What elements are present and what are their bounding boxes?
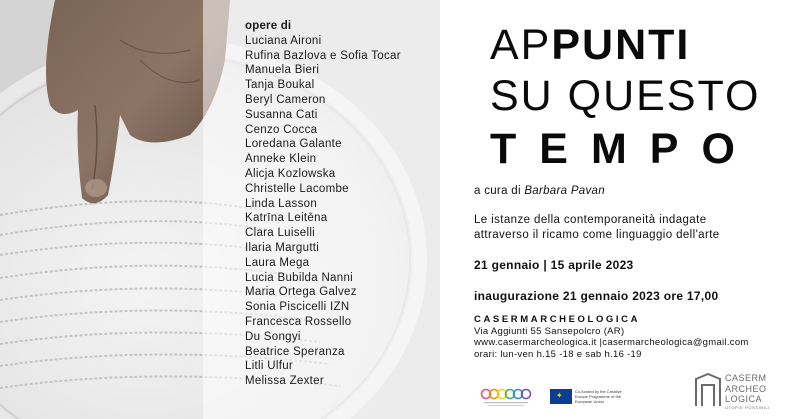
artist-name: Litli Ulfur xyxy=(245,360,294,373)
title-line-1-bold: PUNTI xyxy=(551,21,691,69)
casermarcheologica-wordmark xyxy=(725,373,767,405)
venue-info xyxy=(474,314,749,360)
exhibition-title xyxy=(490,22,760,172)
circles-icon xyxy=(480,386,532,408)
curator-name: Barbara Pavan xyxy=(524,185,605,197)
artists-block xyxy=(245,19,401,389)
title-line-2: SU QUESTO xyxy=(490,72,761,120)
artist-name: Du Songyi xyxy=(245,330,301,343)
eu-flag-icon: ✦ xyxy=(550,389,572,404)
cm-line-3: LOGICA xyxy=(725,394,763,404)
artist-name: Cenzo Cocca xyxy=(245,123,318,136)
artist-name: Lucia Bubilda Nanni xyxy=(245,271,353,284)
artist-name: Alicja Kozlowska xyxy=(245,167,336,180)
artist-name: Katrīna Leitēna xyxy=(245,212,328,225)
artist-name: Tanja Boukal xyxy=(245,79,315,92)
title-line-1 xyxy=(490,22,760,68)
artist-name: Loredana Galante xyxy=(245,138,342,151)
curator-credit xyxy=(474,185,605,197)
venue-hours: orari: lun-ven h.15 -18 e sab h.16 -19 xyxy=(474,348,642,360)
cm-tagline: UTOPIE POSSIBILI xyxy=(725,405,770,410)
artist-name: Maria Ortega Galvez xyxy=(245,286,357,299)
curator-prefix: a cura di xyxy=(474,185,521,197)
cm-line-1: CASERM xyxy=(725,373,767,383)
venue-address: Via Aggiunti 55 Sansepolcro (AR) xyxy=(474,325,625,337)
artist-name: Susanna Cati xyxy=(245,108,318,121)
artists-list xyxy=(245,34,401,389)
venue-contacts[interactable]: www.casermarcheologica.it |casermarcheologica@gmail.com xyxy=(474,337,749,348)
artist-name: Francesca Rossello xyxy=(245,315,352,328)
description-line-1: Le istanze della contemporaneità indagate xyxy=(474,214,707,226)
artist-name: Manuela Bieri xyxy=(245,64,320,77)
artists-heading: opere di xyxy=(245,20,292,32)
artist-name: Anneke Klein xyxy=(245,153,317,166)
title-line-1-light: AP xyxy=(490,21,552,69)
artist-name: Laura Mega xyxy=(245,256,310,269)
description-line-2: attraverso il ricamo come linguaggio dell'arte xyxy=(474,229,720,241)
sponsor-logos xyxy=(480,373,800,419)
artist-name: Melissa Zexter xyxy=(245,375,324,388)
artist-name: Clara Luiselli xyxy=(245,227,316,240)
opening-info: inaugurazione 21 gennaio 2023 ore 17,00 xyxy=(474,289,719,303)
artist-name: Linda Lasson xyxy=(245,197,318,210)
artist-name: Rufina Bazlova e Sofia Tocar xyxy=(245,49,401,62)
eu-cofunded-text: Co-funded by the Creative Europe Programme of the European Union xyxy=(575,389,622,405)
artist-name: Beatrice Speranza xyxy=(245,345,345,358)
cm-line-2: ARCHEO xyxy=(725,383,767,394)
venue-name: CASERMARCHEOLOGICA xyxy=(474,314,641,325)
eu-cofunded-logo xyxy=(550,388,630,406)
arch-icon xyxy=(695,373,721,407)
casermarcheologica-logo xyxy=(695,373,770,412)
artist-name: Beryl Cameron xyxy=(245,93,326,106)
artist-name: Christelle Lacombe xyxy=(245,182,349,195)
colourful-circles-logo xyxy=(480,386,532,413)
title-line-3: TEMPO xyxy=(490,125,758,173)
artist-name: Luciana Aironi xyxy=(245,34,322,47)
exhibition-description xyxy=(474,213,794,243)
artist-name: Sonia Piscicelli IZN xyxy=(245,301,350,314)
artist-name: Ilaria Margutti xyxy=(245,241,320,254)
exhibition-dates: 21 gennaio | 15 aprile 2023 xyxy=(474,258,634,272)
